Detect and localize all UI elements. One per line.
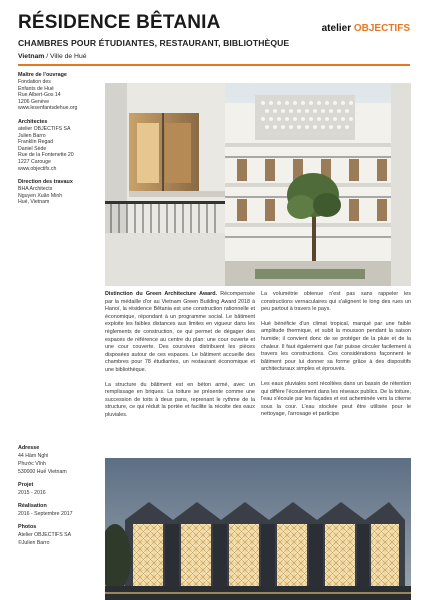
info-heading: Réalisation xyxy=(18,503,47,509)
credit-line: Julien Barro xyxy=(18,132,46,139)
info-block-photos xyxy=(18,524,100,547)
info-line: 2015 - 2016 xyxy=(18,490,46,496)
info-block-address xyxy=(18,445,100,476)
credit-line: BHA Architects xyxy=(18,186,53,193)
paragraph-lead: Distinction du Green Architecture Award. xyxy=(105,291,218,297)
body-paragraph: La volumétrie obtenue n'est pas sans rappeler les constructions vernaculaires qui s'alignent le long des rues un peu partout à travers le pays. xyxy=(261,291,411,313)
body-paragraph: Les eaux pluviales sont récoltées dans un bassin de rétention qui différe l'écoulement dans les réseaux publics. De la toiture, l'eau s'écoule par les façades et est acheminée vers la citerne sous la cour. L'eau stockée peut être utilisée pour le nettoyage, l'arrosage et participe xyxy=(261,380,411,418)
info-heading: Photos xyxy=(18,524,37,530)
credit-line: 1206 Genève xyxy=(18,98,50,105)
credit-line: Enfants de Hué xyxy=(18,85,54,92)
sidebar-project-info xyxy=(18,445,100,553)
info-line: 44 Hàm Nghi xyxy=(18,453,49,459)
header-rule xyxy=(18,64,410,66)
credit-heading: Direction des travaux xyxy=(18,179,73,186)
credit-block-direction xyxy=(18,179,100,206)
credit-heading: Architectes xyxy=(18,118,48,125)
page-title: RÉSIDENCE BÊTANIA xyxy=(18,12,221,33)
credit-line: Franklin Regad xyxy=(18,139,54,146)
body-column-right xyxy=(261,291,411,426)
location-city: Ville de Hué xyxy=(50,53,87,60)
credit-line: Nguyen Xuân Minh xyxy=(18,192,63,199)
brand-logo xyxy=(322,23,410,34)
credit-heading: Maître de l'ouvrage xyxy=(18,72,67,78)
credit-line: atelier OBJECTIFS SA xyxy=(18,125,71,132)
paragraph-text: Récompensée par la médaille d'or au Vietnam Green Building Award 2018 à Hanoï, la résidence Bêtania est une construction rationnelle et économique, répondant à un programme social. Le bâtiment exploite les faibles distances aux limites en vigueur dans les règlements de construction, ce qui permet de dégager des espaces de référence au centre du plan: une cour ouverte et une cour couverte. Des coursives distribuent les pièces disposées autour de ces espaces. Le bâtiment accueille des chambres pour 78 étudiantes, un restaurant économique et une bibliothèque. xyxy=(105,291,255,373)
location-separator: / xyxy=(44,53,50,60)
courtyard-photo xyxy=(105,83,411,286)
info-heading: Projet xyxy=(18,482,34,488)
info-line: 530000 Huế Vietnam xyxy=(18,469,67,475)
sidebar-credits xyxy=(18,72,100,213)
body-paragraph xyxy=(105,291,255,375)
info-line: Atelier OBJECTIFS SA xyxy=(18,532,72,538)
credit-line: 1227 Carouge xyxy=(18,158,51,165)
credit-line: Hué, Vietnam xyxy=(18,199,50,206)
brand-plain: atelier xyxy=(321,23,354,34)
brand-accent: OBJECTIFS xyxy=(353,23,410,34)
credit-block-architects xyxy=(18,119,100,172)
info-line: Phước Vĩnh xyxy=(18,461,46,467)
info-heading: Adresse xyxy=(18,445,40,451)
body-paragraph: La structure du bâtiment est en béton armé, avec un remplissage en briques. La toiture se présente comme une succession de toits à deux pans, reprenant le rythme de la structure, ce qui réduit la portée et facilite la récolte des eaux pluviales. xyxy=(105,381,255,418)
info-line: ©Julien Barro xyxy=(18,540,50,546)
page-subtitle: CHAMBRES POUR ÉTUDIANTES, RESTAURANT, BIBLIOTHÈQUE xyxy=(18,38,290,48)
body-paragraph: Hué bénéficie d'un climat tropical, marqué par une faible amplitude thermique, et subit la mousson pendant la saison humide; il convient donc de se protéger de la pluie et de la chaleur. Il faut également que l'air puisse circuler facilement à travers les constructions. Ces considérations façonnent le bâtiment pour lui donner sa forme grâce à des dispositifs architecturaux simples et éprouvés. xyxy=(261,320,411,373)
credit-line: Rue de la Fontenette 20 xyxy=(18,152,74,159)
body-column-left xyxy=(105,291,255,427)
credit-link[interactable]: www.lesenfantsdehue.org xyxy=(18,105,78,112)
credit-link[interactable]: www.objectifs.ch xyxy=(18,165,57,172)
location-country: Vietnam xyxy=(18,53,45,60)
facade-night-photo xyxy=(105,458,411,600)
credit-line: Daniel Sède xyxy=(18,145,47,152)
info-block-project xyxy=(18,482,100,497)
credit-block-owner xyxy=(18,72,100,112)
info-line: 2016 - Septembre 2017 xyxy=(18,511,73,517)
info-block-realisation xyxy=(18,503,100,518)
credit-line: Fondation des xyxy=(18,79,51,85)
location-line xyxy=(18,53,87,60)
credit-line: Rue Albert-Gos 14 xyxy=(18,92,61,99)
